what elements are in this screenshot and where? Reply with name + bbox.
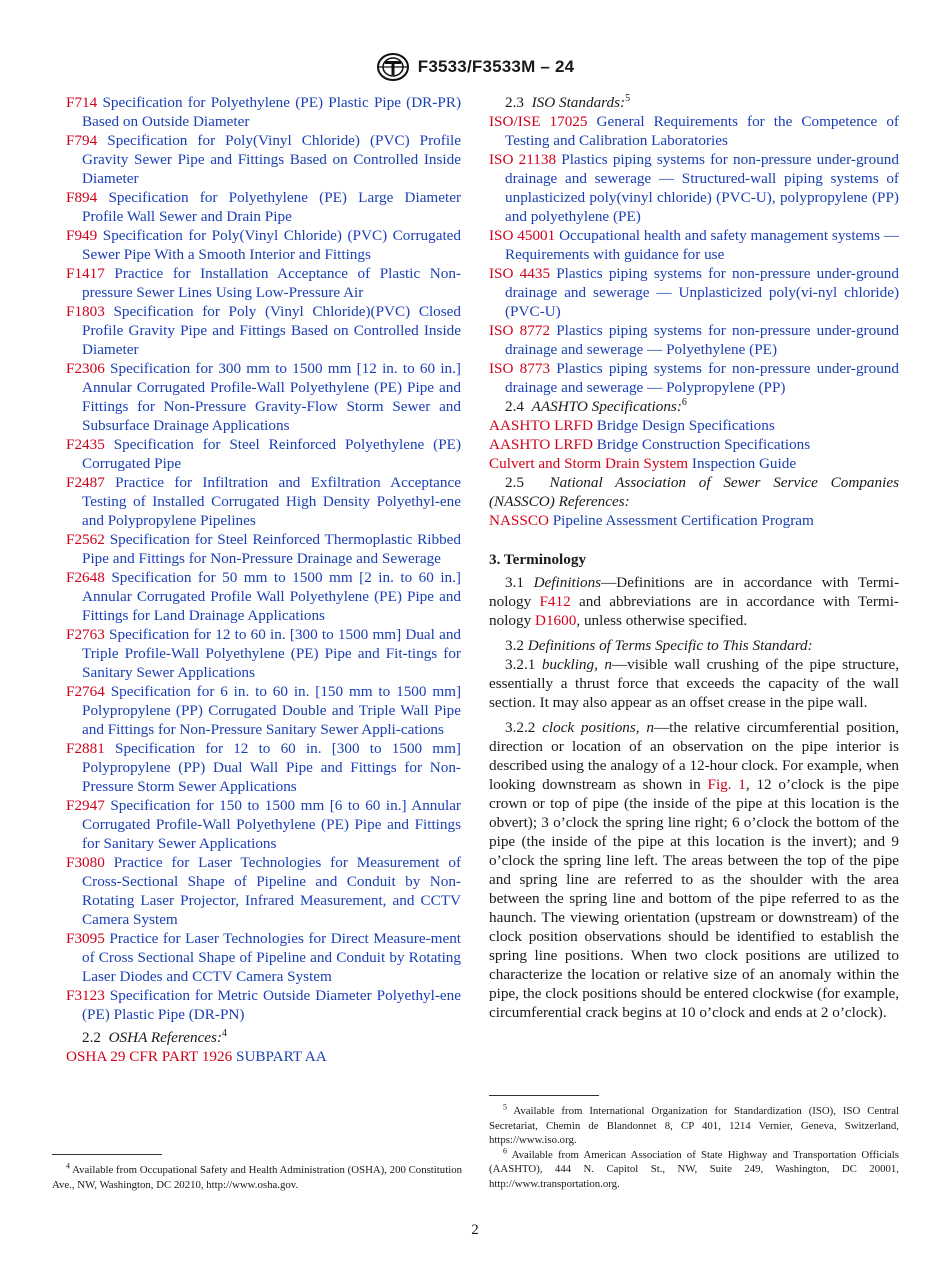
reference-title[interactable]: Specification for Steel Reinforced Thermoplastic Ribbed Pipe and Fittings for Non-Pressure Drainage and Sewerage — [82, 531, 462, 567]
reference-title[interactable]: Specification for Poly(Vinyl Chloride) (PVC) Corrugated Sewer Pipe With a Smooth Interior and Fittings — [82, 227, 461, 263]
reference-entry[interactable] — [489, 435, 899, 454]
reference-entry[interactable] — [66, 682, 461, 739]
reference-title[interactable]: Specification for Polyethylene (PE) Large Diameter Profile Wall Sewer and Drain Pipe — [82, 189, 462, 225]
reference-code[interactable]: F2881 — [66, 740, 105, 757]
osha-number: 2.2 — [82, 1029, 101, 1046]
iso-number: 2.3 — [505, 94, 524, 111]
reference-code[interactable]: F2306 — [66, 360, 105, 377]
reference-entry[interactable] — [66, 435, 461, 473]
p32-term: Definitions of Terms Specific to This Standard: — [527, 637, 813, 654]
p31-term: Definitions — [533, 574, 602, 591]
reference-code[interactable]: Culvert and Storm Drain System — [489, 455, 689, 472]
p322-text-b: , 12 o’clock is the pipe crown or top of pipe (the inside of the pipe at this location is the obvert); 3 o’clock the spring line right; 6 o’clock the bottom of the pipe (the inside of the pipe at this location is the invert); and 9 o’clock the spring line left. The areas between the top of the pipe and spring line are referred to as the shoulder with the area between the spring line and bottom of the pipe referred to as the haunch. The viewing orientation (upstream or downstream) of the clock position observations should be identified to establish the spring line positions. When two clock positions are utilized to characterize the location or relative size of an anomaly within the pipe, the clock positions should be entered clockwise (for example, circumferential crack begins at 10 o’clock and ends at 2 o’clock). — [489, 776, 899, 1021]
f412-link[interactable]: F412 — [539, 593, 571, 610]
p32-number: 3.2 — [505, 637, 524, 654]
reference-title[interactable]: Specification for Steel Reinforced Polyethylene (PE) Corrugated Pipe — [82, 436, 462, 472]
reference-title[interactable]: Practice for Laser Technologies for Direct Measure-ment of Cross Sectional Shape of Pipeline and Conduit by Rotating Laser Diodes and CCTV Camera System — [82, 930, 462, 985]
reference-code[interactable]: F2764 — [66, 683, 105, 700]
reference-entry[interactable] — [66, 929, 461, 986]
reference-title[interactable]: Specification for 50 mm to 1500 mm [2 in. to 60 in.] Annular Corrugated Profile Wall Polyethylene (PE) Pipe and Fittings for Land Drainage Applications — [82, 569, 461, 624]
reference-entry[interactable] — [66, 986, 461, 1024]
reference-title[interactable]: Practice for Infiltration and Exfiltration Acceptance Testing of Installed Corrugated High Density Polyethyl-ene and Polypropylene Pipelines — [82, 474, 461, 529]
reference-title[interactable]: Bridge Construction Specifications — [596, 436, 811, 453]
p31-text-a: —Definitions are in accordance with Termi-nology — [489, 574, 899, 610]
footnotes-left — [52, 1154, 462, 1192]
reference-code[interactable]: F2763 — [66, 626, 105, 643]
p321-term: buckling, n — [541, 656, 612, 673]
footnotes-right — [489, 1095, 899, 1192]
paragraph-3-2 — [489, 636, 899, 655]
reference-title[interactable]: Plastics piping systems for non-pressure under-ground drainage and sewerage — Unplasticized poly(vi-nyl chloride) (PVC-U) — [505, 265, 899, 320]
reference-title[interactable]: Plastics piping systems for non-pressure under-ground drainage and sewerage — Structured-wall piping systems of unplasticized poly(vinyl chloride) (PVC-U), polypropylene (PP) and polyethylene (PE) — [505, 151, 899, 225]
reference-entry[interactable] — [489, 112, 899, 150]
reference-entry[interactable] — [66, 568, 461, 625]
nassco-heading — [489, 473, 899, 511]
p322-term: clock positions, n — [542, 719, 654, 736]
osha-ref-code[interactable]: OSHA 29 CFR PART 1926 — [66, 1048, 233, 1065]
reference-entry[interactable] — [489, 321, 899, 359]
nassco-number: 2.5 — [505, 474, 524, 491]
iso-heading-text: ISO Standards: — [531, 94, 626, 111]
p322-number: 3.2.2 — [505, 719, 536, 736]
reference-code[interactable]: F2562 — [66, 531, 105, 548]
page-number: 2 — [471, 1222, 479, 1238]
reference-title[interactable]: Inspection Guide — [691, 455, 797, 472]
p31-number: 3.1 — [505, 574, 524, 591]
reference-title[interactable]: Specification for 300 mm to 1500 mm [12 in. to 60 in.] Annular Corrugated Profile-Wall Polyethylene (PE) Pipe and Fittings for Non-Pressure Gravity-Flow Storm Sewer and Subsurface Drainage Applications — [82, 360, 461, 434]
right-column — [489, 93, 899, 1022]
reference-code[interactable]: ISO 45001 — [489, 227, 556, 244]
reference-entry[interactable] — [66, 131, 461, 188]
fn4-text: Available from Occupational Safety and Health Administration (OSHA), 200 Constitution Ave., NW, Washington, DC 20210, http://www.osha.gov. — [52, 1164, 462, 1191]
fn5-sup: 5 — [503, 1102, 507, 1112]
reference-entry[interactable] — [66, 93, 461, 131]
fn4-sup: 4 — [66, 1161, 70, 1171]
footnote-4 — [52, 1163, 462, 1192]
reference-entry[interactable] — [66, 739, 461, 796]
reference-title[interactable]: Specification for 150 to 1500 mm [6 to 60 in.] Annular Corrugated Profile-Wall Polyethylene (PE) Pipe and Fittings for Sanitary Sewer Applications — [82, 797, 461, 852]
reference-entry[interactable] — [66, 302, 461, 359]
footnote-5 — [489, 1104, 899, 1148]
reference-entry[interactable] — [66, 796, 461, 853]
reference-title[interactable]: Specification for Poly (Vinyl Chloride)(PVC) Closed Profile Gravity Pipe and Fittings Based on Controlled Inside Diameter — [82, 303, 462, 358]
aashto-heading — [489, 397, 899, 416]
fig-1-link[interactable]: Fig. 1 — [707, 776, 746, 793]
aashto-sup: 6 — [681, 396, 687, 408]
osha-heading-text: OSHA References: — [108, 1029, 223, 1046]
reference-code[interactable]: F714 — [66, 94, 98, 111]
aashto-heading-text: AASHTO Specifications: — [531, 398, 682, 415]
left-column — [66, 93, 461, 1066]
reference-code[interactable]: F3080 — [66, 854, 105, 871]
reference-entry[interactable] — [489, 226, 899, 264]
reference-code[interactable]: ISO 8773 — [489, 360, 551, 377]
reference-entry[interactable] — [66, 473, 461, 530]
paragraph-3-1 — [489, 573, 899, 630]
standard-designation: F3533/F3533M – 24 — [417, 57, 575, 76]
fn6-text: Available from American Association of State Highway and Transportation Officials (AASHTO), 444 N. Capitol St., NW, Suite 249, Washington, DC 20001, http://www.transportation.org. — [489, 1148, 900, 1190]
footnote-rule — [52, 1154, 162, 1155]
osha-sup: 4 — [222, 1027, 228, 1039]
iso-reference-list — [489, 112, 899, 397]
reference-code[interactable]: F2435 — [66, 436, 105, 453]
reference-title[interactable]: Specification for Metric Outside Diameter Polyethyl-ene (PE) Plastic Pipe (DR-PN) — [82, 987, 462, 1023]
reference-code[interactable]: F2487 — [66, 474, 105, 491]
reference-code[interactable]: F2648 — [66, 569, 105, 586]
reference-code[interactable]: F3095 — [66, 930, 105, 947]
paragraph-3-2-1 — [489, 655, 899, 712]
p31-text-c: , unless otherwise specified. — [576, 612, 748, 629]
p31-text-b: and abbreviations are in accordance with Termi-nology — [489, 593, 899, 629]
reference-title[interactable]: Practice for Laser Technologies for Measurement of Cross-Sectional Shape of Pipeline and Conduit by Non-Rotating Laser Projector, Infrared Measurement, and CCTV Camera System — [82, 854, 461, 928]
reference-code[interactable]: ISO 4435 — [489, 265, 551, 282]
reference-entry[interactable] — [66, 264, 461, 302]
reference-title[interactable]: Specification for 12 to 60 in. [300 to 1500 mm] Polypropylene (PP) Dual Wall Pipe and Fittings for Non-Pressure Storm Sewer Applications — [82, 740, 461, 795]
astm-logo-icon — [376, 52, 410, 82]
reference-code[interactable]: ISO/ISE 17025 — [489, 113, 588, 130]
osha-ref-title[interactable]: SUBPART AA — [236, 1048, 327, 1065]
reference-title[interactable]: Specification for 12 to 60 in. [300 to 1500 mm] Dual and Triple Profile-Wall Polyethylene (PE) Pipe and Fit-tings for Sanitary Sewer Applications — [82, 626, 462, 681]
reference-entry[interactable] — [66, 188, 461, 226]
reference-code[interactable]: F2947 — [66, 797, 105, 814]
aashto-number: 2.4 — [505, 398, 524, 415]
reference-entry[interactable] — [489, 150, 899, 226]
reference-code[interactable]: AASHTO LRFD — [489, 417, 593, 434]
footnote-rule — [489, 1095, 599, 1096]
reference-code[interactable]: F3123 — [66, 987, 105, 1004]
reference-entry[interactable] — [489, 454, 899, 473]
p321-text: —visible wall crushing of the pipe structure, essentially a thrust force that exceeds the capacity of the wall section. It may also appear as an offset crease in the pipe wall. — [489, 656, 900, 711]
reference-title[interactable]: Specification for 6 in. to 60 in. [150 mm to 1500 mm] Polypropylene (PP) Corrugated Double and Triple Wall Pipe and Fittings for Non-Pressure Sanitary Sewer Appli-cations — [82, 683, 462, 738]
nassco-ref-code[interactable]: NASSCO — [489, 512, 549, 529]
reference-entry[interactable] — [66, 359, 461, 435]
nassco-ref-title[interactable]: Pipeline Assessment Certification Program — [552, 512, 814, 529]
reference-code[interactable]: F1803 — [66, 303, 105, 320]
reference-code[interactable]: F949 — [66, 227, 98, 244]
reference-code[interactable]: F1417 — [66, 265, 105, 282]
nassco-reference[interactable] — [489, 511, 899, 530]
fn6-sup: 6 — [503, 1146, 507, 1156]
reference-entry[interactable] — [489, 359, 899, 397]
osha-heading — [66, 1028, 461, 1047]
reference-entry[interactable] — [66, 530, 461, 568]
nassco-heading-text: National Association of Sewer Service Companies (NASSCO) References: — [489, 474, 899, 510]
reference-code[interactable]: F794 — [66, 132, 98, 149]
section-heading-terminology: 3. Terminology — [489, 551, 587, 568]
osha-reference[interactable] — [66, 1047, 461, 1066]
reference-title[interactable]: Plastics piping systems for non-pressure under-ground drainage and sewerage — Polyethylene (PE) — [505, 322, 899, 358]
footnote-6 — [489, 1148, 899, 1192]
reference-title[interactable]: General Requirements for the Competence of Testing and Calibration Laboratories — [505, 113, 899, 149]
d1600-link[interactable]: D1600 — [535, 612, 577, 629]
reference-code[interactable]: ISO 8772 — [489, 322, 551, 339]
fn5-text: Available from International Organization for Standardization (ISO), ISO Central Secretariat, Chemin de Blandonnet 8, CP 401, 1214 Vernier, Geneva, Switzerland, https://www.iso.org. — [489, 1105, 899, 1147]
reference-title[interactable]: Specification for Poly(Vinyl Chloride) (PVC) Profile Gravity Sewer Pipe and Fittings Based on Controlled Inside Diameter — [82, 132, 462, 187]
reference-title[interactable]: Specification for Polyethylene (PE) Plastic Pipe (DR-PR) Based on Outside Diameter — [82, 94, 462, 130]
reference-entry[interactable] — [489, 416, 899, 435]
iso-heading — [489, 93, 899, 112]
reference-entry[interactable] — [66, 853, 461, 929]
reference-entry[interactable] — [66, 625, 461, 682]
reference-entry[interactable] — [66, 226, 461, 264]
iso-sup: 5 — [625, 92, 631, 104]
reference-code[interactable]: ISO 21138 — [489, 151, 557, 168]
reference-code[interactable]: AASHTO LRFD — [489, 436, 593, 453]
p321-number: 3.2.1 — [505, 656, 536, 673]
left-reference-list — [66, 93, 461, 1024]
reference-entry[interactable] — [489, 264, 899, 321]
reference-code[interactable]: F894 — [66, 189, 98, 206]
reference-title[interactable]: Practice for Installation Acceptance of Plastic Non-pressure Sewer Lines Using Low-Pressure Air — [82, 265, 462, 301]
reference-title[interactable]: Plastics piping systems for non-pressure under-ground drainage and sewerage — Polypropylene (PP) — [505, 360, 899, 396]
p322-text-a: —the relative circumferential position, direction or location of an observation on the pipe interior is described using the analogy of a 12-hour clock. For example, when looking downstream as shown in — [489, 719, 900, 793]
reference-title[interactable]: Bridge Design Specifications — [596, 417, 775, 434]
aashto-reference-list — [489, 416, 899, 473]
page-header — [0, 52, 950, 82]
reference-title[interactable]: Occupational health and safety management systems — Requirements with guidance for use — [505, 227, 899, 263]
paragraph-3-2-2 — [489, 718, 899, 1022]
